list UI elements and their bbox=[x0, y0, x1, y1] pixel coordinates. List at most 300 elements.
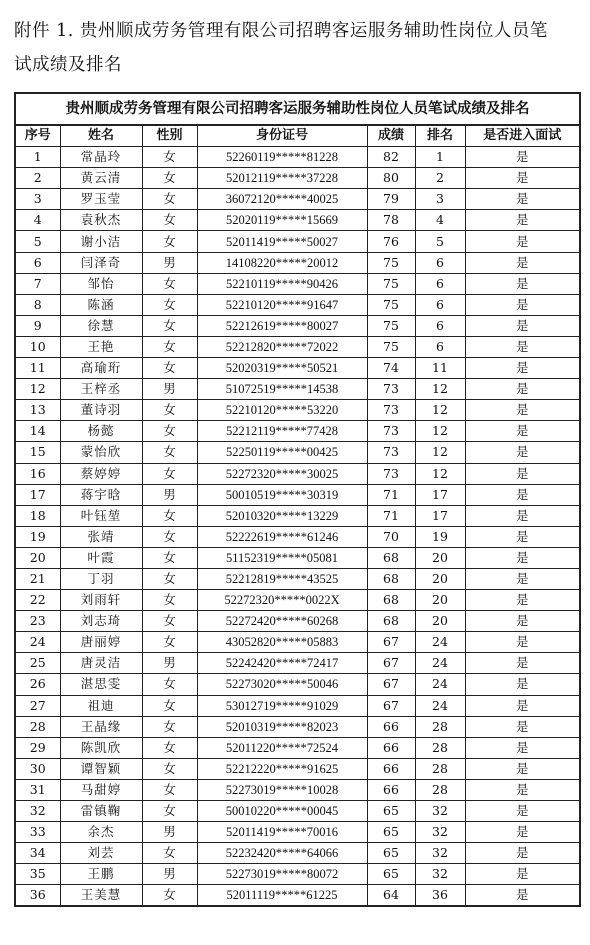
cell-score: 75 bbox=[367, 315, 415, 336]
table-row bbox=[15, 779, 580, 800]
cell-score: 68 bbox=[367, 547, 415, 568]
cell-score: 64 bbox=[367, 885, 415, 907]
cell-seq: 20 bbox=[15, 547, 60, 568]
cell-score: 70 bbox=[367, 526, 415, 547]
cell-seq: 24 bbox=[15, 632, 60, 653]
cell-rank: 32 bbox=[415, 843, 465, 864]
cell-seq: 22 bbox=[15, 590, 60, 611]
cell-id-number: 52273019*****80072 bbox=[197, 864, 367, 885]
cell-gender: 女 bbox=[142, 801, 197, 822]
table-row bbox=[15, 737, 580, 758]
cell-rank: 1 bbox=[415, 147, 465, 168]
cell-name: 罗玉莹 bbox=[60, 189, 142, 210]
cell-gender: 女 bbox=[142, 885, 197, 907]
table-row bbox=[15, 168, 580, 189]
cell-score: 73 bbox=[367, 379, 415, 400]
cell-gender: 女 bbox=[142, 294, 197, 315]
cell-id-number: 52212820*****72022 bbox=[197, 336, 367, 357]
cell-name: 蔡婷婷 bbox=[60, 463, 142, 484]
cell-rank: 28 bbox=[415, 779, 465, 800]
table-row bbox=[15, 547, 580, 568]
table-row bbox=[15, 400, 580, 421]
cell-id-number: 43052820*****05883 bbox=[197, 632, 367, 653]
cell-interview: 是 bbox=[465, 336, 580, 357]
cell-interview: 是 bbox=[465, 822, 580, 843]
cell-seq: 8 bbox=[15, 294, 60, 315]
cell-name: 刘雨轩 bbox=[60, 590, 142, 611]
table-row bbox=[15, 336, 580, 357]
cell-name: 邹怡 bbox=[60, 273, 142, 294]
cell-seq: 17 bbox=[15, 484, 60, 505]
table-row bbox=[15, 653, 580, 674]
cell-score: 65 bbox=[367, 864, 415, 885]
cell-id-number: 52272420*****60268 bbox=[197, 611, 367, 632]
cell-name: 祖迪 bbox=[60, 695, 142, 716]
cell-name: 王艳 bbox=[60, 336, 142, 357]
table-row bbox=[15, 315, 580, 336]
cell-id-number: 51152319*****05081 bbox=[197, 547, 367, 568]
cell-name: 湛思雯 bbox=[60, 674, 142, 695]
cell-score: 66 bbox=[367, 779, 415, 800]
cell-id-number: 52020119*****15669 bbox=[197, 210, 367, 231]
cell-gender: 男 bbox=[142, 484, 197, 505]
table-row bbox=[15, 210, 580, 231]
cell-name: 马甜婷 bbox=[60, 779, 142, 800]
table-body bbox=[15, 147, 580, 907]
cell-seq: 3 bbox=[15, 189, 60, 210]
cell-rank: 4 bbox=[415, 210, 465, 231]
cell-rank: 12 bbox=[415, 463, 465, 484]
cell-id-number: 52210120*****53220 bbox=[197, 400, 367, 421]
header-gender: 性别 bbox=[142, 125, 197, 147]
cell-gender: 女 bbox=[142, 505, 197, 526]
cell-id-number: 50010220*****00045 bbox=[197, 801, 367, 822]
cell-score: 67 bbox=[367, 653, 415, 674]
cell-score: 82 bbox=[367, 147, 415, 168]
cell-interview: 是 bbox=[465, 252, 580, 273]
cell-score: 67 bbox=[367, 695, 415, 716]
table-row bbox=[15, 590, 580, 611]
cell-id-number: 51072519*****14538 bbox=[197, 379, 367, 400]
document-heading bbox=[14, 14, 580, 82]
cell-gender: 男 bbox=[142, 252, 197, 273]
cell-id-number: 52210119*****90426 bbox=[197, 273, 367, 294]
cell-gender: 女 bbox=[142, 716, 197, 737]
cell-rank: 20 bbox=[415, 547, 465, 568]
cell-id-number: 52011119*****61225 bbox=[197, 885, 367, 907]
table-row bbox=[15, 674, 580, 695]
cell-id-number: 52010320*****13229 bbox=[197, 505, 367, 526]
cell-score: 73 bbox=[367, 421, 415, 442]
cell-seq: 2 bbox=[15, 168, 60, 189]
cell-score: 65 bbox=[367, 801, 415, 822]
cell-interview: 是 bbox=[465, 590, 580, 611]
cell-score: 73 bbox=[367, 442, 415, 463]
cell-seq: 28 bbox=[15, 716, 60, 737]
cell-seq: 7 bbox=[15, 273, 60, 294]
cell-gender: 女 bbox=[142, 737, 197, 758]
cell-name: 刘志琦 bbox=[60, 611, 142, 632]
cell-rank: 12 bbox=[415, 421, 465, 442]
cell-id-number: 52210120*****91647 bbox=[197, 294, 367, 315]
cell-rank: 6 bbox=[415, 273, 465, 294]
cell-score: 75 bbox=[367, 252, 415, 273]
cell-seq: 35 bbox=[15, 864, 60, 885]
cell-seq: 25 bbox=[15, 653, 60, 674]
header-seq: 序号 bbox=[15, 125, 60, 147]
cell-id-number: 52273019*****10028 bbox=[197, 779, 367, 800]
cell-id-number: 50010519*****30319 bbox=[197, 484, 367, 505]
cell-id-number: 52011419*****70016 bbox=[197, 822, 367, 843]
cell-id-number: 52273020*****50046 bbox=[197, 674, 367, 695]
cell-gender: 女 bbox=[142, 695, 197, 716]
cell-rank: 32 bbox=[415, 864, 465, 885]
cell-seq: 32 bbox=[15, 801, 60, 822]
cell-gender: 女 bbox=[142, 590, 197, 611]
cell-name: 杨懿 bbox=[60, 421, 142, 442]
cell-interview: 是 bbox=[465, 421, 580, 442]
cell-gender: 女 bbox=[142, 526, 197, 547]
cell-rank: 5 bbox=[415, 231, 465, 252]
header-interview: 是否进入面试 bbox=[465, 125, 580, 147]
cell-gender: 女 bbox=[142, 400, 197, 421]
cell-seq: 11 bbox=[15, 358, 60, 379]
table-row bbox=[15, 294, 580, 315]
cell-seq: 34 bbox=[15, 843, 60, 864]
cell-seq: 26 bbox=[15, 674, 60, 695]
cell-score: 66 bbox=[367, 716, 415, 737]
cell-rank: 6 bbox=[415, 252, 465, 273]
table-row bbox=[15, 758, 580, 779]
cell-seq: 1 bbox=[15, 147, 60, 168]
cell-score: 71 bbox=[367, 484, 415, 505]
cell-score: 73 bbox=[367, 400, 415, 421]
cell-gender: 女 bbox=[142, 336, 197, 357]
cell-seq: 27 bbox=[15, 695, 60, 716]
cell-rank: 11 bbox=[415, 358, 465, 379]
cell-seq: 5 bbox=[15, 231, 60, 252]
table-row bbox=[15, 442, 580, 463]
cell-id-number: 52212819*****43525 bbox=[197, 568, 367, 589]
cell-name: 叶钰堃 bbox=[60, 505, 142, 526]
cell-name: 黄云清 bbox=[60, 168, 142, 189]
cell-id-number: 52250119*****00425 bbox=[197, 442, 367, 463]
cell-interview: 是 bbox=[465, 674, 580, 695]
cell-gender: 女 bbox=[142, 674, 197, 695]
cell-score: 66 bbox=[367, 737, 415, 758]
table-row bbox=[15, 632, 580, 653]
cell-score: 67 bbox=[367, 632, 415, 653]
cell-gender: 男 bbox=[142, 822, 197, 843]
cell-score: 65 bbox=[367, 822, 415, 843]
cell-interview: 是 bbox=[465, 379, 580, 400]
table-row bbox=[15, 421, 580, 442]
cell-name: 雷镇鞠 bbox=[60, 801, 142, 822]
cell-rank: 32 bbox=[415, 801, 465, 822]
cell-name: 丁羽 bbox=[60, 568, 142, 589]
table-row bbox=[15, 611, 580, 632]
cell-score: 74 bbox=[367, 358, 415, 379]
cell-score: 68 bbox=[367, 568, 415, 589]
table-row bbox=[15, 568, 580, 589]
cell-name: 陈凯欣 bbox=[60, 737, 142, 758]
cell-score: 78 bbox=[367, 210, 415, 231]
cell-name: 谭智颖 bbox=[60, 758, 142, 779]
cell-interview: 是 bbox=[465, 358, 580, 379]
cell-interview: 是 bbox=[465, 885, 580, 907]
cell-id-number: 52020319*****50521 bbox=[197, 358, 367, 379]
cell-interview: 是 bbox=[465, 611, 580, 632]
cell-rank: 3 bbox=[415, 189, 465, 210]
cell-gender: 女 bbox=[142, 210, 197, 231]
cell-rank: 24 bbox=[415, 632, 465, 653]
cell-rank: 12 bbox=[415, 442, 465, 463]
cell-name: 余杰 bbox=[60, 822, 142, 843]
cell-gender: 女 bbox=[142, 315, 197, 336]
cell-seq: 9 bbox=[15, 315, 60, 336]
cell-gender: 女 bbox=[142, 758, 197, 779]
cell-rank: 24 bbox=[415, 653, 465, 674]
cell-interview: 是 bbox=[465, 210, 580, 231]
cell-gender: 女 bbox=[142, 568, 197, 589]
cell-interview: 是 bbox=[465, 484, 580, 505]
cell-id-number: 52212119*****77428 bbox=[197, 421, 367, 442]
cell-seq: 13 bbox=[15, 400, 60, 421]
cell-name: 蒙怡欣 bbox=[60, 442, 142, 463]
cell-rank: 17 bbox=[415, 484, 465, 505]
heading-line-2: 试成绩及排名 bbox=[14, 55, 122, 75]
cell-seq: 12 bbox=[15, 379, 60, 400]
cell-rank: 24 bbox=[415, 695, 465, 716]
cell-interview: 是 bbox=[465, 273, 580, 294]
cell-interview: 是 bbox=[465, 463, 580, 484]
cell-score: 71 bbox=[367, 505, 415, 526]
cell-rank: 28 bbox=[415, 737, 465, 758]
cell-name: 张靖 bbox=[60, 526, 142, 547]
cell-seq: 36 bbox=[15, 885, 60, 907]
table-row bbox=[15, 864, 580, 885]
cell-seq: 21 bbox=[15, 568, 60, 589]
cell-seq: 6 bbox=[15, 252, 60, 273]
cell-id-number: 52272320*****0022X bbox=[197, 590, 367, 611]
cell-name: 闫泽奇 bbox=[60, 252, 142, 273]
cell-interview: 是 bbox=[465, 843, 580, 864]
cell-gender: 女 bbox=[142, 189, 197, 210]
cell-rank: 28 bbox=[415, 716, 465, 737]
cell-gender: 男 bbox=[142, 653, 197, 674]
cell-name: 董诗羽 bbox=[60, 400, 142, 421]
cell-gender: 女 bbox=[142, 547, 197, 568]
cell-seq: 4 bbox=[15, 210, 60, 231]
table-row bbox=[15, 843, 580, 864]
cell-rank: 12 bbox=[415, 379, 465, 400]
cell-score: 65 bbox=[367, 843, 415, 864]
header-rank: 排名 bbox=[415, 125, 465, 147]
cell-interview: 是 bbox=[465, 716, 580, 737]
cell-gender: 女 bbox=[142, 358, 197, 379]
cell-name: 高瑜珩 bbox=[60, 358, 142, 379]
cell-interview: 是 bbox=[465, 801, 580, 822]
cell-id-number: 52272320*****30025 bbox=[197, 463, 367, 484]
table-header-row bbox=[15, 125, 580, 147]
cell-seq: 23 bbox=[15, 611, 60, 632]
cell-seq: 31 bbox=[15, 779, 60, 800]
cell-rank: 20 bbox=[415, 590, 465, 611]
table-row bbox=[15, 147, 580, 168]
cell-name: 陈涵 bbox=[60, 294, 142, 315]
cell-id-number: 52222619*****61246 bbox=[197, 526, 367, 547]
cell-id-number: 52011419*****50027 bbox=[197, 231, 367, 252]
cell-gender: 男 bbox=[142, 379, 197, 400]
cell-name: 徐慧 bbox=[60, 315, 142, 336]
table-row bbox=[15, 801, 580, 822]
cell-name: 袁秋杰 bbox=[60, 210, 142, 231]
cell-interview: 是 bbox=[465, 653, 580, 674]
cell-gender: 女 bbox=[142, 463, 197, 484]
cell-rank: 6 bbox=[415, 315, 465, 336]
cell-name: 叶霞 bbox=[60, 547, 142, 568]
cell-id-number: 52011220*****72524 bbox=[197, 737, 367, 758]
results-table bbox=[14, 92, 581, 907]
cell-id-number: 36072120*****40025 bbox=[197, 189, 367, 210]
cell-score: 68 bbox=[367, 611, 415, 632]
cell-interview: 是 bbox=[465, 189, 580, 210]
cell-interview: 是 bbox=[465, 231, 580, 252]
cell-interview: 是 bbox=[465, 779, 580, 800]
cell-interview: 是 bbox=[465, 505, 580, 526]
cell-id-number: 52010319*****82023 bbox=[197, 716, 367, 737]
cell-gender: 女 bbox=[142, 168, 197, 189]
cell-seq: 15 bbox=[15, 442, 60, 463]
cell-name: 唐丽婷 bbox=[60, 632, 142, 653]
heading-line-1: 附件 1. 贵州顺成劳务管理有限公司招聘客运服务辅助性岗位人员笔 bbox=[14, 21, 548, 41]
header-score: 成绩 bbox=[367, 125, 415, 147]
cell-rank: 24 bbox=[415, 674, 465, 695]
table-row bbox=[15, 484, 580, 505]
cell-seq: 33 bbox=[15, 822, 60, 843]
header-id-number: 身份证号 bbox=[197, 125, 367, 147]
table-row bbox=[15, 358, 580, 379]
table-row bbox=[15, 463, 580, 484]
table-row bbox=[15, 252, 580, 273]
cell-seq: 30 bbox=[15, 758, 60, 779]
cell-id-number: 52212220*****91625 bbox=[197, 758, 367, 779]
cell-name: 谢小洁 bbox=[60, 231, 142, 252]
cell-gender: 女 bbox=[142, 273, 197, 294]
table-row bbox=[15, 885, 580, 907]
cell-score: 67 bbox=[367, 674, 415, 695]
cell-gender: 女 bbox=[142, 632, 197, 653]
table-row bbox=[15, 526, 580, 547]
cell-seq: 14 bbox=[15, 421, 60, 442]
table-row bbox=[15, 231, 580, 252]
cell-interview: 是 bbox=[465, 526, 580, 547]
table-caption-row bbox=[15, 93, 580, 125]
cell-score: 75 bbox=[367, 336, 415, 357]
cell-score: 73 bbox=[367, 463, 415, 484]
cell-seq: 16 bbox=[15, 463, 60, 484]
table-row bbox=[15, 822, 580, 843]
table-row bbox=[15, 189, 580, 210]
cell-score: 75 bbox=[367, 273, 415, 294]
header-name: 姓名 bbox=[60, 125, 142, 147]
cell-interview: 是 bbox=[465, 632, 580, 653]
cell-seq: 29 bbox=[15, 737, 60, 758]
cell-gender: 女 bbox=[142, 843, 197, 864]
cell-name: 蒋宇晗 bbox=[60, 484, 142, 505]
cell-rank: 20 bbox=[415, 611, 465, 632]
cell-gender: 女 bbox=[142, 231, 197, 252]
cell-gender: 女 bbox=[142, 611, 197, 632]
cell-score: 68 bbox=[367, 590, 415, 611]
cell-id-number: 52242420*****72417 bbox=[197, 653, 367, 674]
cell-interview: 是 bbox=[465, 568, 580, 589]
cell-score: 66 bbox=[367, 758, 415, 779]
cell-gender: 女 bbox=[142, 779, 197, 800]
table-row bbox=[15, 716, 580, 737]
cell-name: 唐灵洁 bbox=[60, 653, 142, 674]
cell-name: 王晶缘 bbox=[60, 716, 142, 737]
cell-score: 80 bbox=[367, 168, 415, 189]
cell-interview: 是 bbox=[465, 147, 580, 168]
cell-seq: 19 bbox=[15, 526, 60, 547]
table-row bbox=[15, 379, 580, 400]
cell-interview: 是 bbox=[465, 758, 580, 779]
cell-rank: 36 bbox=[415, 885, 465, 907]
cell-score: 76 bbox=[367, 231, 415, 252]
cell-interview: 是 bbox=[465, 547, 580, 568]
cell-rank: 2 bbox=[415, 168, 465, 189]
cell-interview: 是 bbox=[465, 864, 580, 885]
cell-id-number: 52012119*****37228 bbox=[197, 168, 367, 189]
cell-id-number: 14108220*****20012 bbox=[197, 252, 367, 273]
cell-id-number: 52260119*****81228 bbox=[197, 147, 367, 168]
cell-name: 刘芸 bbox=[60, 843, 142, 864]
cell-rank: 28 bbox=[415, 758, 465, 779]
cell-name: 王梓丞 bbox=[60, 379, 142, 400]
cell-interview: 是 bbox=[465, 168, 580, 189]
cell-interview: 是 bbox=[465, 442, 580, 463]
cell-gender: 女 bbox=[142, 442, 197, 463]
cell-seq: 10 bbox=[15, 336, 60, 357]
cell-gender: 女 bbox=[142, 147, 197, 168]
table-caption: 贵州顺成劳务管理有限公司招聘客运服务辅助性岗位人员笔试成绩及排名 bbox=[15, 93, 580, 125]
cell-rank: 6 bbox=[415, 294, 465, 315]
cell-rank: 12 bbox=[415, 400, 465, 421]
cell-id-number: 53012719*****91029 bbox=[197, 695, 367, 716]
cell-rank: 6 bbox=[415, 336, 465, 357]
cell-interview: 是 bbox=[465, 737, 580, 758]
cell-rank: 17 bbox=[415, 505, 465, 526]
cell-interview: 是 bbox=[465, 315, 580, 336]
cell-rank: 19 bbox=[415, 526, 465, 547]
cell-interview: 是 bbox=[465, 400, 580, 421]
cell-seq: 18 bbox=[15, 505, 60, 526]
cell-score: 75 bbox=[367, 294, 415, 315]
table-row bbox=[15, 273, 580, 294]
cell-id-number: 52212619*****80027 bbox=[197, 315, 367, 336]
cell-name: 常晶玲 bbox=[60, 147, 142, 168]
cell-gender: 女 bbox=[142, 421, 197, 442]
cell-interview: 是 bbox=[465, 695, 580, 716]
cell-gender: 男 bbox=[142, 864, 197, 885]
cell-name: 王美慧 bbox=[60, 885, 142, 907]
cell-id-number: 52232420*****64066 bbox=[197, 843, 367, 864]
table-row bbox=[15, 505, 580, 526]
cell-rank: 32 bbox=[415, 822, 465, 843]
cell-interview: 是 bbox=[465, 294, 580, 315]
table-row bbox=[15, 695, 580, 716]
